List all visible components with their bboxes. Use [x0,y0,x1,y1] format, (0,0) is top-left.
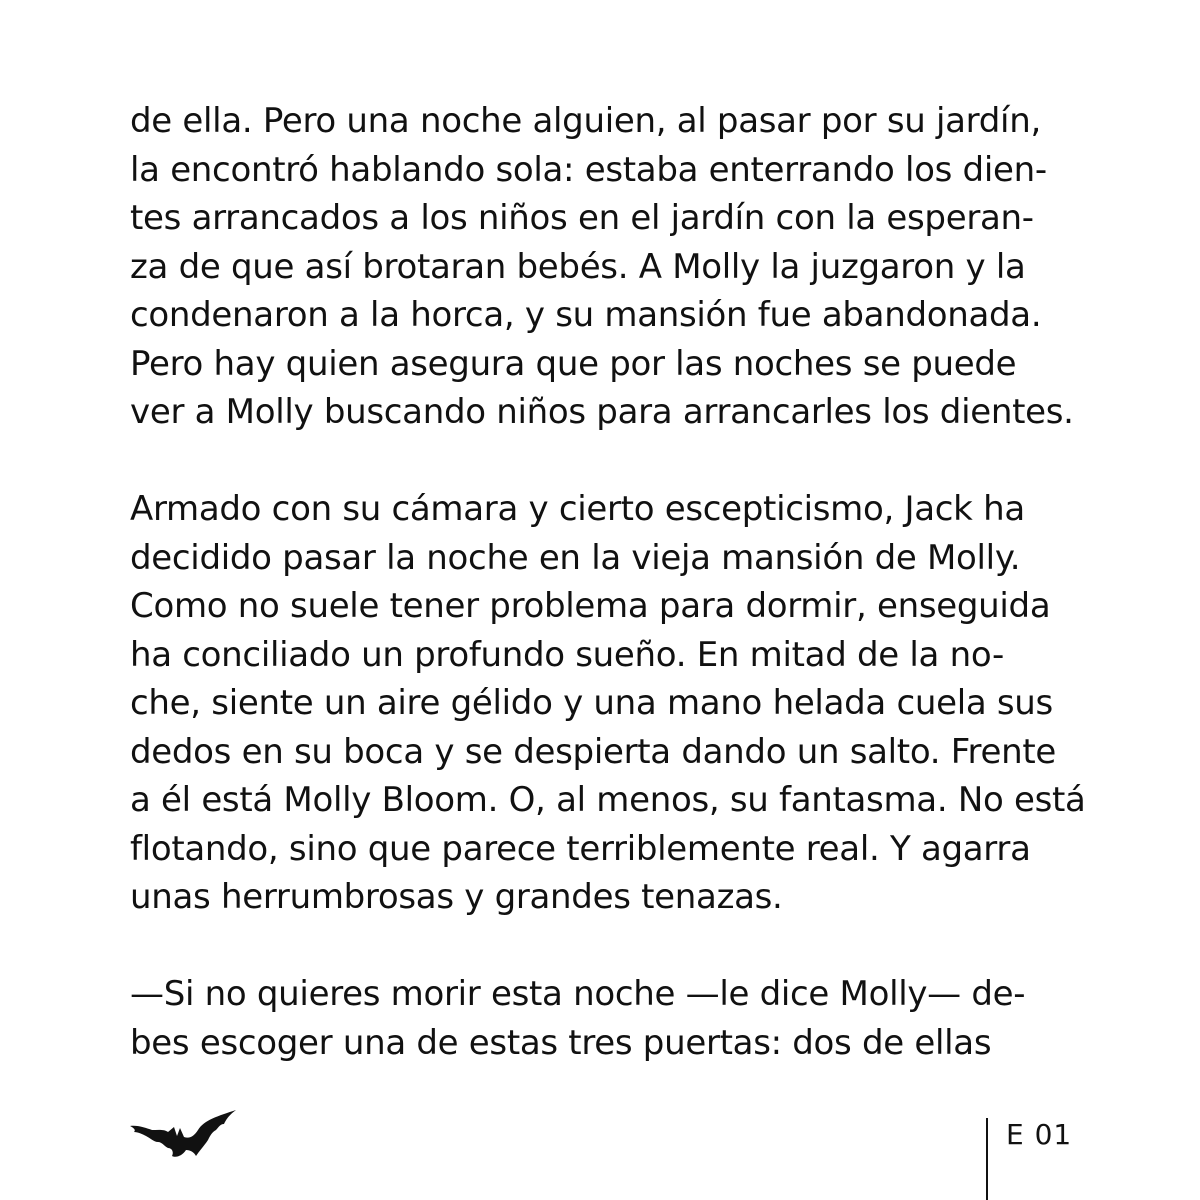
text-line: ha conciliado un profundo sueño. En mitad de la no- [130,634,1004,675]
text-line: decidido pasar la noche en la vieja mansión de Molly. [130,537,1021,578]
paragraph-3 [130,970,1090,1067]
text-line: dedos en su boca y se despierta dando un salto. Frente [130,731,1056,772]
page-number: E 01 [1006,1118,1073,1151]
text-line: za de que así brotaran bebés. A Molly la juzgaron y la [130,246,1026,287]
text-line: Armado con su cámara y cierto escepticismo, Jack ha [130,489,1025,529]
text-line: a él está Molly Bloom. O, al menos, su fantasma. No está [130,780,1086,820]
paragraph-1 [130,97,1090,437]
text-line: bes escoger una de estas tres puertas: dos de ellas [130,1022,992,1063]
footer-divider [986,1118,988,1200]
text-line: —Si no quieres morir esta noche —le dice Molly— de- [130,974,1026,1014]
text-line: condenaron a la horca, y su mansión fue abandonada. [130,295,1042,335]
paragraph-2 [130,485,1090,922]
text-line: tes arrancados a los niños en el jardín con la esperan- [130,198,1034,238]
text-line: unas herrumbrosas y grandes tenazas. [130,877,783,917]
text-line: Pero hay quien asegura que por las noches se puede [130,343,1017,384]
bat-icon [128,1106,240,1162]
text-line: Como no suele tener problema para dormir, enseguida [130,586,1051,626]
text-line: flotando, sino que parece terriblemente real. Y agarra [130,828,1031,869]
text-line: che, siente un aire gélido y una mano helada cuela sus [130,683,1053,723]
text-line: la encontró hablando sola: estaba enterrando los dien- [130,149,1047,190]
text-line: de ella. Pero una noche alguien, al pasar por su jardín, [130,101,1041,141]
text-line: ver a Molly buscando niños para arrancarles los dientes. [130,392,1074,432]
